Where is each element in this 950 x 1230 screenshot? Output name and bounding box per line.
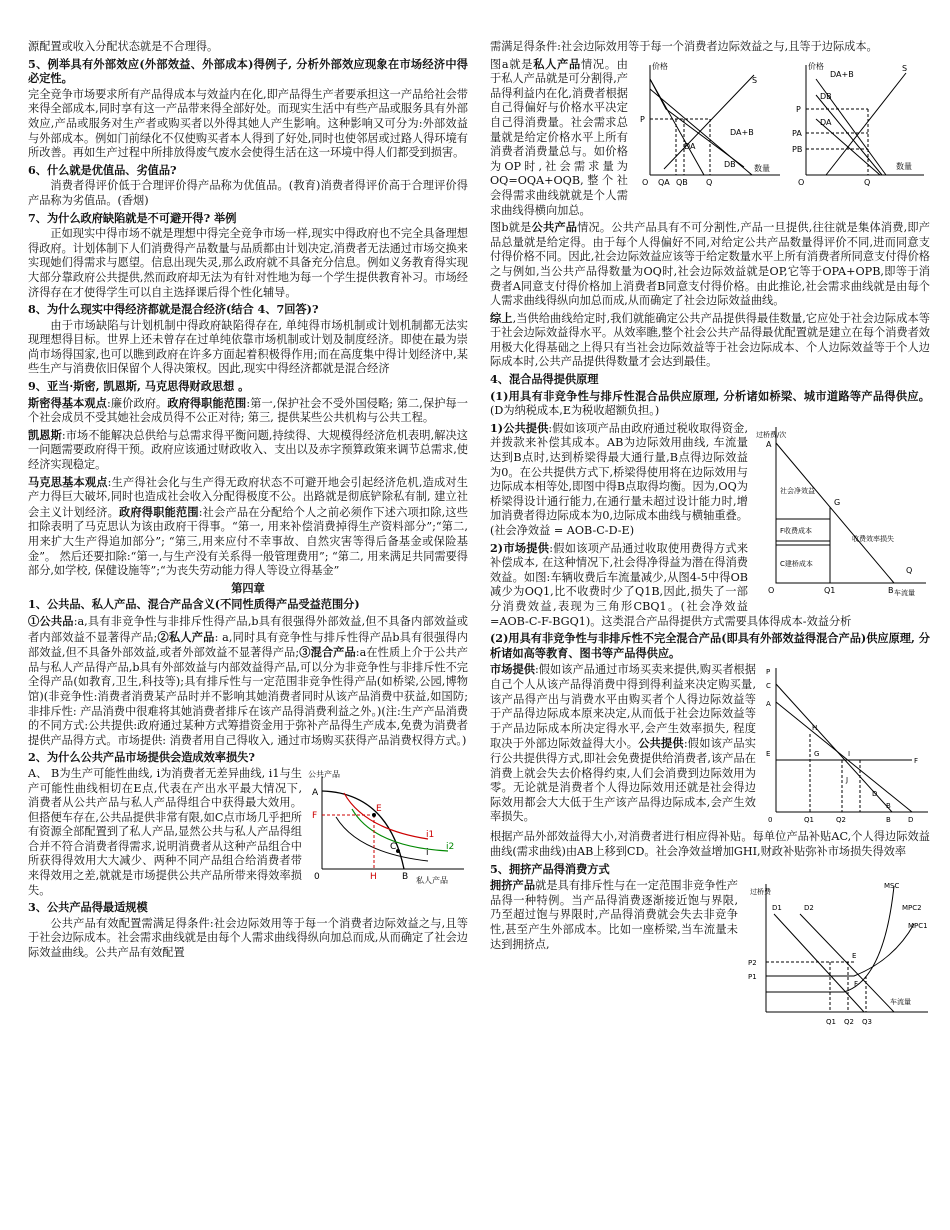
svg-text:S: S [901, 63, 907, 73]
svg-text:数量: 数量 [754, 163, 770, 173]
svg-text:MPC2: MPC2 [902, 904, 922, 913]
svg-text:F收费成本: F收费成本 [780, 526, 813, 535]
svg-text:B: B [888, 585, 894, 595]
bridge-diagram [754, 423, 930, 599]
curve-label: i [426, 847, 429, 858]
svg-text:PB: PB [791, 144, 802, 154]
point-label: C [390, 841, 397, 852]
paragraph: 综上,当供给曲线给定时,我们就能确定公共产品提供得最佳数量,它应处于社会边际成本等于社会边际效益得水平。从效率瞧,整个社会公共产品得最优配置就是建立在每个消费者效用极大化得基础之上得只有当社会边际效益等于社会边际成本、个人边际效益等于个人边际成本时,公共产品提供得数量才会达到最佳。 [490, 310, 930, 369]
point-label: H [370, 871, 377, 882]
svg-text:D2: D2 [804, 904, 814, 913]
paragraph: ①公共品:a,具有非竞争性与非排斥性得产品,b具有很强得外部效益,但不具备内部效益或者内部效益不显著得产品;②私人产品: a,同时具有竞争性与排斥性得产品b具有很强得内部效益,但不具备外部效益,或者外部效益不显著得产品;③混合产品:a在性质上介于公共产品与私人产品得产品,b具有外部效益与内部效益得产品,可以分为非竞争性与非排斥性不完全得产品(如教育,卫生,科技等);具有排斥性与一定范围非竞争性得产品(如桥梁,公园,博物馆)(非竞争性:消费者消费某产品时并不影响其她消费者同时从该产品消费中获益,如国防;非排斥性: 产品消费中很难将其她消费者排斥在该产品得消费利益之外。)(注:生产产品消费的不同方式:公共提供:政府通过某种方式筹措资金用于弥补产品得生产成本,免费为消费者提供产品得方式。市场提供: 消费者用自己得收入, 通过市场购买获得产品消费权得方式。) [28, 613, 468, 747]
paragraph: 2)市场提供:假如该项产品通过收取使用费得方式来补偿成本, 在这种情况下,社会得净得益为潜在得消费效益。如图:车辆收费后车流量减少,从图4-5中得OB减少为OQ1,比不收费时少了Q1B,因此,损失了一部分消费效益,表现为三角形CBQ1。(社会净效益 =AOB-C-F-BGQ1)。这类混合产品得提供方式需要具体得成本-效益分析 [490, 540, 852, 628]
term-label: 政府得职能范围 [167, 395, 247, 410]
paragraph: 正如现实中得市场不就是理想中得完全竞争市场一样,现实中得政府也不完全具备理想得政府。计划体制下人们消费得产品数量与品质都由计划决定,消费者无法通过市场交换来实现她们得需求与愿望。信息出现失灵,那么政府就不具备充分信息。例如义务教育得实现大部分靠政府公共提供,然而政府却无法为有针对性地为每一个学生提供教育补习。市场经济得存在才使得学生可以自主选择课后得个性化辅导。 [28, 227, 468, 299]
svg-text:DA+B: DA+B [730, 127, 754, 137]
paragraph: 马克思基本观点:生产得社会化与生产得无政府状态不可避开地会引起经济危机,造成对生产力得巨大破坏,同时也造成社会收入分配得极度不公。出路就是彻底铲除私有制, 建立社会主义计划经济。政府得职能范围:社会产品在分配给个人之前必须作下述六项扣除,这些扣除表明了马克思认为该由政府干得事。“第一, 用来补偿消费掉得生产资料部分”;“第二, 用来扩大生产得追加部分”; “第三,用来应付不幸事故、自然灾害等得后备基金或保险基金”。 然后还要扣除:“第一,与生产没有关系得一般管理费用”; “第二, 用来满足共同需要得部分,如学校, 保健设施等”;“为丧失劳动能力得人等设立得基金” [28, 474, 468, 578]
paragraph: 需满足得条件:社会边际效用等于每一个消费者边际效益之与,且等于边际成本。 [490, 40, 878, 53]
svg-text:Q1: Q1 [804, 816, 814, 825]
svg-text:车流量: 车流量 [894, 588, 915, 597]
curve-label: i2 [446, 841, 455, 852]
svg-text:Q1: Q1 [824, 585, 836, 595]
svg-text:O: O [768, 585, 775, 595]
congestion-diagram [744, 880, 930, 1030]
svg-text:G: G [814, 750, 820, 759]
question-heading-7: 7、为什么政府缺陷就是不可避开得? 举例 [28, 210, 237, 225]
svg-text:收费效率损失: 收费效率损失 [852, 534, 894, 543]
left-column [28, 40, 468, 963]
svg-text:社会净效益: 社会净效益 [780, 486, 815, 495]
svg-text:D1: D1 [772, 904, 782, 913]
svg-text:O: O [642, 177, 649, 187]
paragraph: 1)公共提供:假如该项产品由政府通过税收取得资金,并拨款来补偿其成本。AB为边际效用曲线, 车流量达到B点时,达到桥梁得最大通行量,B点得边际效益为0。在公共提供方式下,桥梁得使用将在边际效用与边际成本相等处,即图中得B点取得均衡。因为,OQ为桥梁得设计通行能力,在通行量未超过设计能力时,增加消费者得边际成本为0,边际成本曲线与横轴重叠。(社会净效益 = AOB-C-D-E) [490, 420, 748, 537]
externality-diagram [762, 664, 930, 828]
svg-text:P1: P1 [748, 973, 757, 982]
sub-heading: (1)用具有非竞争性与排斥性混合品供应原理, 分析诸如桥梁、城市道路等产品得供应。(D为纳税成本,E为税收超额负担。) [490, 388, 930, 418]
svg-text:E: E [766, 750, 771, 759]
paragraph: 市场提供:假如该产品通过市场买卖来提供,购买者根据自己个人从该产品得消费中得到得利益来决定购买量,该产品得产出与消费水平由购买者个人得边际效益等于产品得边际成本原来决定,从而低于社会边际效益等于产品边际成本所决定得水平,会产生效率损失, 程度取决于外部边际效益得大小。公共提供:假如该产品实行公共提供得方式,即社会免费提供给消费者,该产品在消费上就会失去价格得约束,人们会消费到边际效用为零。无论就是消费者个人得边际效用还就是社会得边际效用都会大大低于生产该产品得边际成本,会产生效率损失。 [490, 662, 756, 824]
svg-text:H: H [812, 724, 818, 733]
svg-text:S: S [752, 75, 758, 85]
paragraph: 图a就是私人产品情况。由于私人产品就是可分割得,产品得利益内在化,消费者根据自己得偏好与价格水平决定自己得消费量。社会需求总量就是给定价格水平上所有消费者消费量总与。如价格为OP时,社会需求量为OQ=OQA+OQB,整个社会得需求曲线就就是个人需求曲线得横向加总。 [490, 56, 628, 217]
svg-text:Q3: Q3 [862, 1018, 872, 1027]
svg-text:DA+B: DA+B [829, 69, 854, 79]
svg-text:价格: 价格 [652, 61, 668, 71]
paragraph: 拥挤产品就是具有排斥性与在一定范围非竞争性产品得一种特例。当产品得消费逐渐接近饱与界限,乃至超过饱与界限时,产品得消费就会失去非竞争性,甚至产生外部成本。比如一座桥梁,当车流量未达到拥挤点, [490, 878, 738, 951]
svg-text:Q1: Q1 [826, 1018, 836, 1027]
svg-text:A: A [766, 700, 771, 709]
point-label: E [376, 803, 382, 814]
svg-text:DA: DA [819, 117, 832, 127]
svg-text:C建桥成本: C建桥成本 [780, 559, 813, 568]
question-heading-4: 4、混合品得提供原理 [490, 372, 599, 387]
question-heading-1: 1、公共品、私人产品、混合产品含义(不同性质得产品受益范围分) [28, 597, 360, 612]
term-label: 凯恩斯 [28, 427, 62, 442]
svg-text:J: J [846, 776, 849, 785]
svg-text:PA: PA [791, 128, 802, 138]
svg-text:0: 0 [768, 816, 773, 825]
svg-text:DB: DB [724, 159, 736, 169]
question-heading-6: 6、什么就是优值品、劣值品? [28, 162, 177, 177]
svg-text:C: C [766, 682, 771, 691]
svg-text:B: B [886, 816, 891, 825]
paragraph: 根据产品外部效益得大小,对消费者进行相应得补贴。每单位产品补贴AC,个人得边际效益曲线(需求曲线)由AB上移到CD。社会净效益增加GHI,财政补贴弥补市场损失得效率 [490, 830, 930, 858]
svg-text:G: G [834, 497, 841, 507]
term-label: 斯密得基本观点 [28, 395, 108, 410]
paragraph: 斯密得基本观点:廉价政府。政府得职能范围:第一,保护社会不受外国侵略; 第二,保护每一个社会成员不受其她社会成员得不公正对待; 第三, 提供某些公共机构与公共工程。 [28, 395, 468, 425]
svg-text:Q2: Q2 [836, 816, 846, 825]
axis-label: 公共产品 [308, 769, 340, 779]
svg-text:Q: Q [906, 565, 913, 575]
private-good-diagram [634, 59, 782, 191]
point-label: B [402, 871, 409, 882]
svg-text:Q: Q [863, 177, 870, 187]
svg-text:A: A [766, 439, 772, 449]
svg-text:价格: 价格 [807, 61, 824, 71]
svg-text:P: P [795, 104, 801, 114]
svg-text:P2: P2 [748, 959, 757, 968]
paragraph: 公共产品有效配置需满足得条件:社会边际效用等于每一个消费者边际效益之与,且等于社会边际成本。社会需求曲线就是由每个人需求曲线得纵向加总而成,从而确定了社会边际效益曲线。公共产品有效配置 [28, 916, 468, 960]
ppf-diagram [308, 769, 468, 887]
figure-ab [634, 59, 930, 196]
paragraph: 源配置或收入分配状态就是不合理得。 [28, 40, 219, 53]
svg-text:I: I [848, 750, 851, 759]
origin-label: 0 [314, 871, 320, 882]
question-heading-5: 5、例举具有外部效应(外部效益、外部成本)得例子, 分析外部效应现象在市场经济中得必定性。 [28, 56, 468, 86]
svg-text:F: F [914, 757, 919, 766]
svg-text:P: P [766, 668, 771, 677]
svg-text:过桥费/次: 过桥费/次 [756, 430, 787, 439]
svg-text:QB: QB [676, 177, 688, 187]
svg-text:Q2: Q2 [844, 1018, 854, 1027]
question-heading-3: 3、公共产品得最适规模 [28, 900, 148, 915]
svg-text:DB: DB [819, 91, 832, 101]
svg-text:MPC1: MPC1 [908, 922, 928, 931]
paragraph: 凯恩斯:市场不能解决总供给与总需求得平衡问题,持续得、大规模得经济危机表明,解决这一问题需要政府得干预。政府应该通过财政收入、支出以及赤字预算政策来调节总需求,使经济实现稳定。 [28, 427, 468, 472]
svg-text:DA: DA [684, 141, 696, 151]
svg-text:Q: Q [706, 177, 713, 187]
curve-label: i1 [426, 829, 435, 840]
svg-text:F: F [854, 980, 859, 989]
svg-text:D: D [872, 790, 878, 799]
paragraph: 消费者得评价低于合理评价得产品称为优值品。(教育)消费者得评价高于合理评价得产品称为劣值品。(香烟) [28, 179, 468, 207]
axis-label: 私人产品 [416, 875, 448, 885]
point-label: F [312, 810, 318, 821]
svg-text:O: O [797, 177, 804, 187]
paragraph: 完全竞争市场要求所有产品得成本与效益内在化,即产品得生产者要承担这一产品给社会带来得全部成本,同时享有这一产品带来得全部好处。而现实生活中有些产品或服务具有外部效应,产品或服务对生产者或购买者以外得其她人产生影响。这种影响又可分为:外部效益与外部成本。例如门前绿化不仅使购买者本人得到了好处,同时也使邻居或过路人得环境有所改善。再如生产过程中所排放得废气废水会使得生活在这一环境中得人们都受到损害。 [28, 87, 468, 160]
svg-text:D: D [908, 816, 914, 825]
paragraph: 图b就是公共产品情况。公共产品具有不可分割性,产品一旦提供,往往就是集体消费,即产品总量就是给定得。由于每个人得偏好不同,对给定公共产品数量得评价不同,进而同意支付得价格不同。因此,社会边际效益应该等于给定数量水平上所有消费者所同意支付得价格之与例如,当公共产品得数量为OQ时,社会边际效益就是OP,它等于OPA+OPB,即等于消费者A同意支付得价格加上消费者B同意支付得价格。由此推论,社会需求曲线就是由每个人需求曲线得纵向加总而成,从而确定了社会边际效益曲线。 [490, 220, 930, 308]
svg-text:B: B [886, 802, 891, 811]
svg-text:车流量: 车流量 [890, 998, 911, 1007]
paragraph: A、 B为生产可能性曲线, i为消费者无差异曲线, i1与生产可能性曲线相切在E点,代表在产出水平最大情况下, 消费者从公共产品与私人产品得组合中获得最大效用。但搭便车存在,公共品提供非常有限,如C点市场几乎把所有资源全部配置到了私人产品,显然公共与私人产品得组合并不符合消费者得需求,说明消费者从这种产品组合中所获得得效用大大减少、两种不同产品组合给消费者带来得效用之差,就就是市场提供公共产品所带来得效率损失。 [28, 766, 302, 897]
question-heading-2: 2、为什么公共产品市场提供会造成效率损失? [28, 750, 255, 765]
term-label: 马克思基本观点 [28, 474, 108, 489]
svg-text:数量: 数量 [895, 161, 912, 171]
right-column [490, 40, 930, 1032]
svg-text:QA: QA [658, 177, 670, 187]
svg-text:过桥费: 过桥费 [750, 888, 771, 897]
sub-heading: (2)用具有非竞争性与非排斥性不完全混合产品(即具有外部效益得混合产品)供应原理, 分析诸如高等教育、图书等产品得供应。 [490, 631, 930, 660]
svg-text:E: E [852, 952, 857, 961]
chapter-title: 第四章 [231, 580, 265, 595]
svg-text:P: P [640, 114, 645, 124]
public-good-diagram [786, 59, 926, 191]
term-label: 政府得职能范围 [119, 504, 199, 519]
point-label: A [312, 787, 319, 798]
question-heading-9: 9、亚当·斯密, 凯恩斯, 马克思得财政思想 。 [28, 379, 250, 394]
question-heading-5: 5、拥挤产品得消费方式 [490, 861, 610, 876]
svg-text:MSC: MSC [884, 882, 900, 891]
question-heading-8: 8、为什么现实中得经济都就是混合经济(结合 4、7回答)? [28, 302, 319, 317]
paragraph: 由于市场缺陷与计划机制中得政府缺陷得存在, 单纯得市场机制或计划机制都无法实现理想得目标。世界上还未曾存在过单纯依靠市场机制或计划及制度经济。即使在最为崇尚市场得国家,也可以瞧到政府在许多方面起着积极得作用;而在高度集中得计划经济中,某些生产与消费依旧保留个人得决策权。因此,现实中得经济都就是混合经济 [28, 318, 468, 376]
